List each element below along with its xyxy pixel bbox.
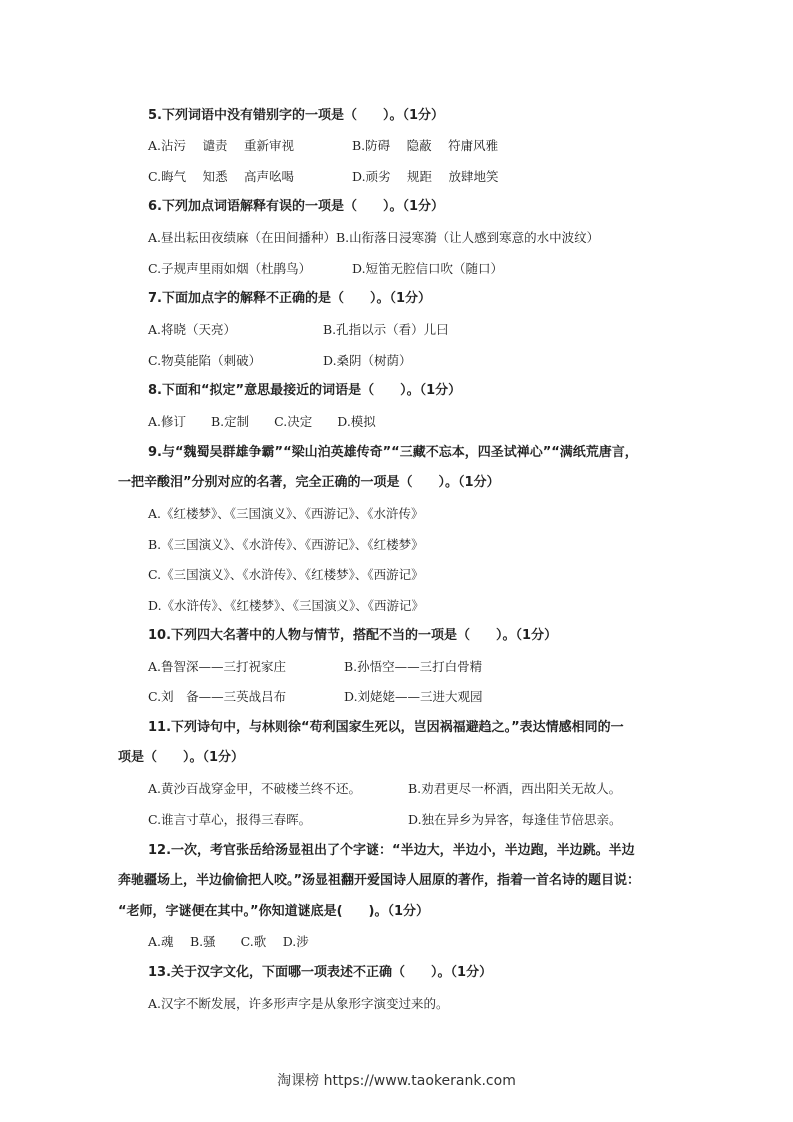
- q9-stem-line-2: 一把辛酸泪”分别对应的名著，完全正确的一项是（ ）。（1分）: [118, 475, 500, 490]
- q6-option-ab: A.昼出耘田夜绩麻（在田间播种）B.山衔落日浸寒漪（让人感到寒意的水中波纹）: [148, 230, 600, 245]
- q7-option-d: D.桑阴（树荫）: [323, 353, 412, 368]
- q9-stem-line-1: 9.与“魏蜀吴群雄争霸”“梁山泊英雄传奇”“三藏不忘本，四圣试禅心”“满纸荒唐言，: [148, 445, 638, 460]
- q6-option-c: C.子规声里雨如烟（杜鹃鸟）: [148, 261, 312, 276]
- q11-stem-line-1: 11.下列诗句中，与林则徐“苟利国家生死以，岂因祸福避趋之。”表达情感相同的一: [148, 720, 624, 735]
- q11-option-a: A.黄沙百战穿金甲，不破楼兰终不还。: [148, 781, 362, 796]
- q5-option-d: D.顽劣 规距 放肆地笑: [352, 169, 499, 184]
- q7-option-a: A.将晓（天亮）: [148, 322, 237, 337]
- q7-option-c: C.物莫能陷（刺破）: [148, 353, 262, 368]
- q10-option-a: A.鲁智深——三打祝家庄: [148, 659, 287, 674]
- q11-option-c: C.谁言寸草心，报得三春晖。: [148, 812, 312, 827]
- q5-stem: 5.下列词语中没有错别字的一项是（ ）。（1分）: [148, 108, 445, 123]
- footer-watermark: 淘课榜 https://www.taokerank.com: [277, 1073, 516, 1089]
- q12-stem-line-3: “老师，字谜便在其中。”你知道谜底是( )。（1分）: [118, 904, 430, 919]
- q6-option-d: D.短笛无腔信口吹（随口）: [352, 261, 504, 276]
- q12-options: A.魂 B.骚 C.歌 D.涉: [148, 934, 309, 949]
- q8-stem: 8.下面和“拟定”意思最接近的词语是（ ）。（1分）: [148, 383, 462, 398]
- q7-stem: 7.下面加点字的解释不正确的是（ ）。（1分）: [148, 291, 432, 306]
- q6-stem: 6.下列加点词语解释有误的一项是（ ）。（1分）: [148, 199, 445, 214]
- q11-option-d: D.独在异乡为异客，每逢佳节倍思亲。: [408, 812, 622, 827]
- q10-option-c: C.刘 备——三英战吕布: [148, 689, 287, 704]
- q8-options: A.修订 B.定制 C.决定 D.模拟: [148, 414, 376, 429]
- q12-stem-line-1: 12.一次，考官张岳给汤显祖出了个字谜：“半边大，半边小，半边跑，半边跳。半边: [148, 843, 635, 858]
- q10-option-b: B.孙悟空——三打白骨精: [344, 659, 483, 674]
- q13-stem: 13.关于汉字文化，下面哪一项表述不正确（ ）。（1分）: [148, 965, 493, 980]
- q12-stem-line-2: 奔驰疆场上，半边偷偷把人咬。”汤显祖翻开爱国诗人屈原的著作，指着一首名诗的题目说：: [118, 873, 641, 888]
- q5-option-a: A.沾污 谴责 重新审视: [148, 138, 294, 153]
- q5-option-b: B.防碍 隐蔽 符庸风雅: [352, 138, 499, 153]
- q10-option-d: D.刘姥姥——三进大观园: [344, 689, 483, 704]
- q9-option-a: A.《红楼梦》、《三国演义》、《西游记》、《水浒传》: [148, 506, 424, 521]
- q10-stem: 10.下列四大名著中的人物与情节，搭配不当的一项是（ ）。（1分）: [148, 628, 558, 643]
- q5-option-c: C.晦气 知悉 高声吆喝: [148, 169, 295, 184]
- q7-option-b: B.孔指以示（看）儿曰: [323, 322, 449, 337]
- q11-option-b: B.劝君更尽一杯酒，西出阳关无故人。: [408, 781, 622, 796]
- q9-option-b: B.《三国演义》、《水浒传》、《西游记》、《红楼梦》: [148, 537, 424, 552]
- q9-option-d: D.《水浒传》、《红楼梦》、《三国演义》、《西游记》: [148, 598, 425, 613]
- q11-stem-line-2: 项是（ ）。（1分）: [118, 750, 245, 765]
- q13-option-a: A.汉字不断发展，许多形声字是从象形字演变过来的。: [148, 996, 449, 1011]
- q9-option-c: C.《三国演义》、《水浒传》、《红楼梦》、《西游记》: [148, 567, 424, 582]
